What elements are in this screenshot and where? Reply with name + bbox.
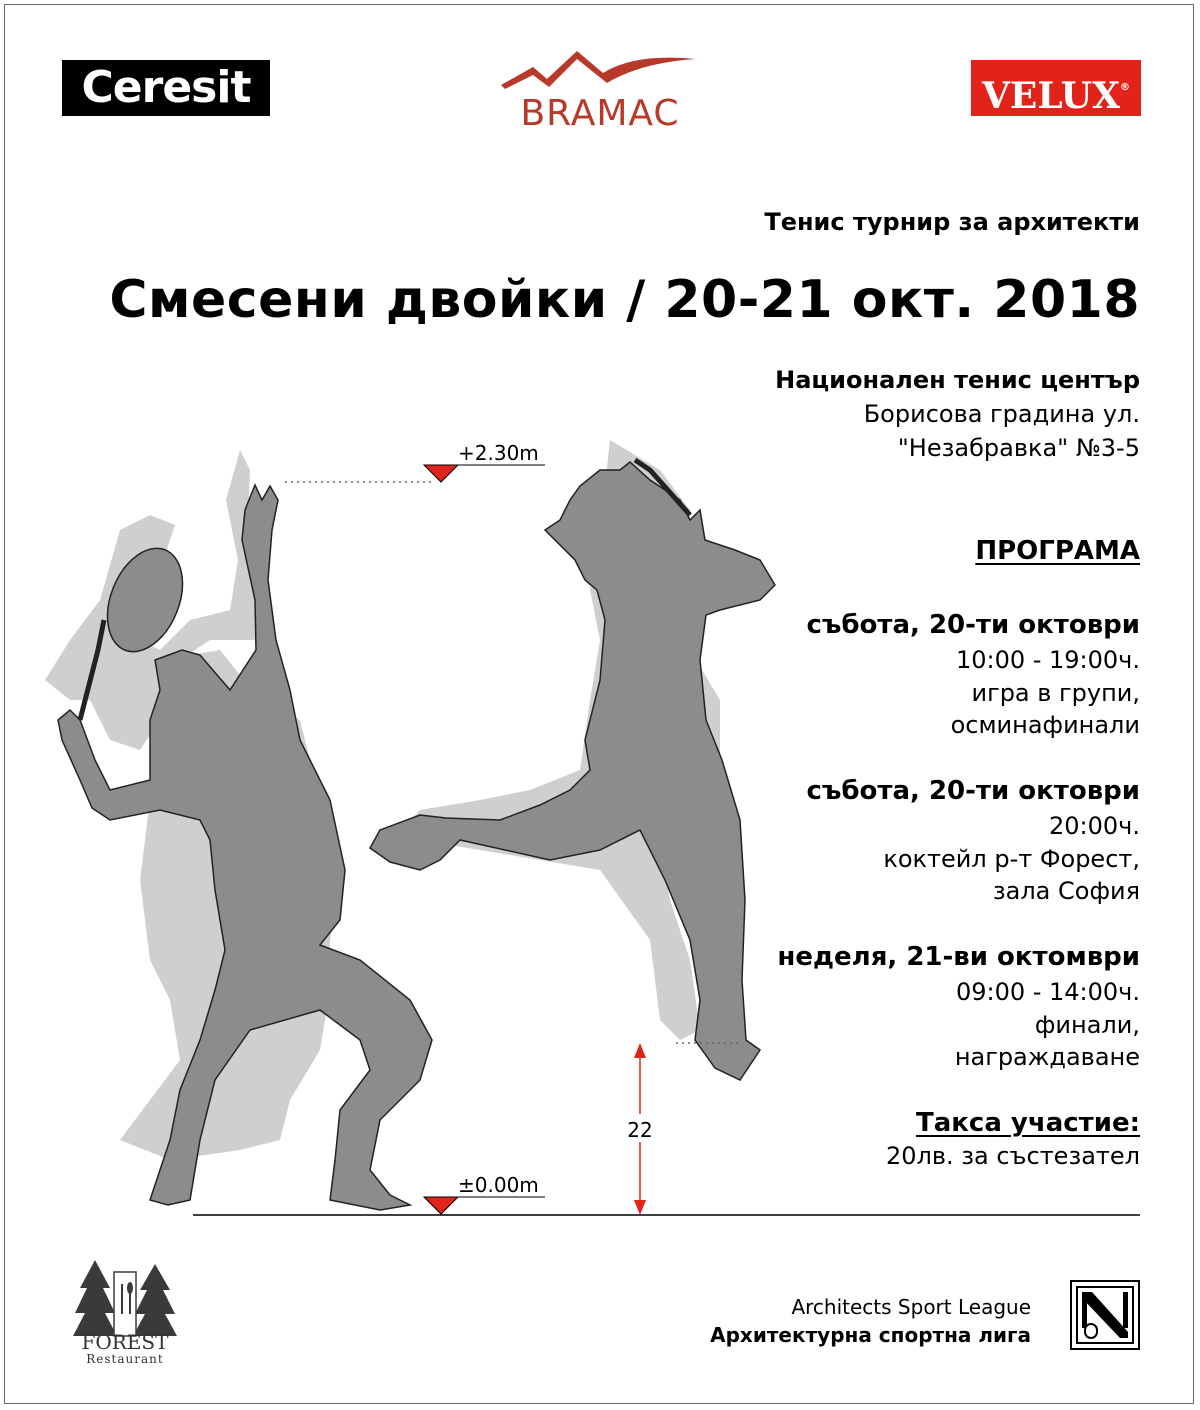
program-line: 10:00 - 19:00ч.	[955, 646, 1140, 674]
forest-subtitle: Restaurant	[86, 1352, 164, 1366]
program-day: събота, 20-ти октоври	[806, 776, 1140, 806]
program-heading: ПРОГРАМА	[975, 536, 1140, 566]
league-name-en: Architects Sport League	[791, 1295, 1031, 1319]
arrow-down-icon	[634, 1200, 646, 1215]
program-line: 20:00ч.	[1049, 812, 1140, 840]
event-subtitle: Тенис турнир за архитекти	[764, 208, 1140, 236]
league-logo	[1070, 1280, 1140, 1350]
arrow-up-icon	[634, 1043, 646, 1058]
level-marker-icon	[424, 465, 458, 482]
program-line: игра в групи,	[971, 679, 1140, 707]
fee-value: 20лв. за състезател	[885, 1142, 1140, 1170]
program-line: осминафинали	[950, 711, 1140, 739]
program-line: награждаване	[954, 1043, 1140, 1071]
program-line: финали,	[1034, 1011, 1140, 1039]
venue-address-line2: "Незабравка" №3-5	[897, 434, 1140, 462]
event-title: Смесени двойки / 20-21 окт. 2018	[109, 270, 1140, 330]
level-zero-label: ±0.00m	[458, 1173, 539, 1197]
program-line: зала София	[992, 877, 1140, 905]
fee-label: Такса участие:	[915, 1108, 1140, 1138]
level-top-label: +2.30m	[458, 441, 539, 465]
forest-name: FOREST	[81, 1330, 169, 1354]
bramac-wordmark: BRAMAC	[520, 93, 680, 134]
program-day: събота, 20-ти октоври	[806, 610, 1140, 640]
program-day: неделя, 21-ви октомври	[777, 942, 1140, 972]
velux-logo: VELUX®	[971, 60, 1141, 116]
venue-address-line1: Борисова градина ул.	[863, 400, 1140, 428]
forest-restaurant-logo	[70, 1258, 180, 1368]
female-player-silhouette	[370, 460, 775, 1080]
league-name-bg: Архитектурна спортна лига	[710, 1323, 1031, 1347]
program-line: 09:00 - 14:00ч.	[955, 978, 1140, 1006]
velux-wordmark: VELUX	[981, 75, 1121, 117]
dimension-label: 22	[627, 1118, 653, 1142]
ceresit-logo: Ceresit	[62, 60, 270, 116]
venue-name: Национален тенис център	[775, 366, 1140, 394]
level-marker-icon	[424, 1197, 458, 1214]
program-line: коктейл р-т Форест,	[883, 845, 1140, 873]
